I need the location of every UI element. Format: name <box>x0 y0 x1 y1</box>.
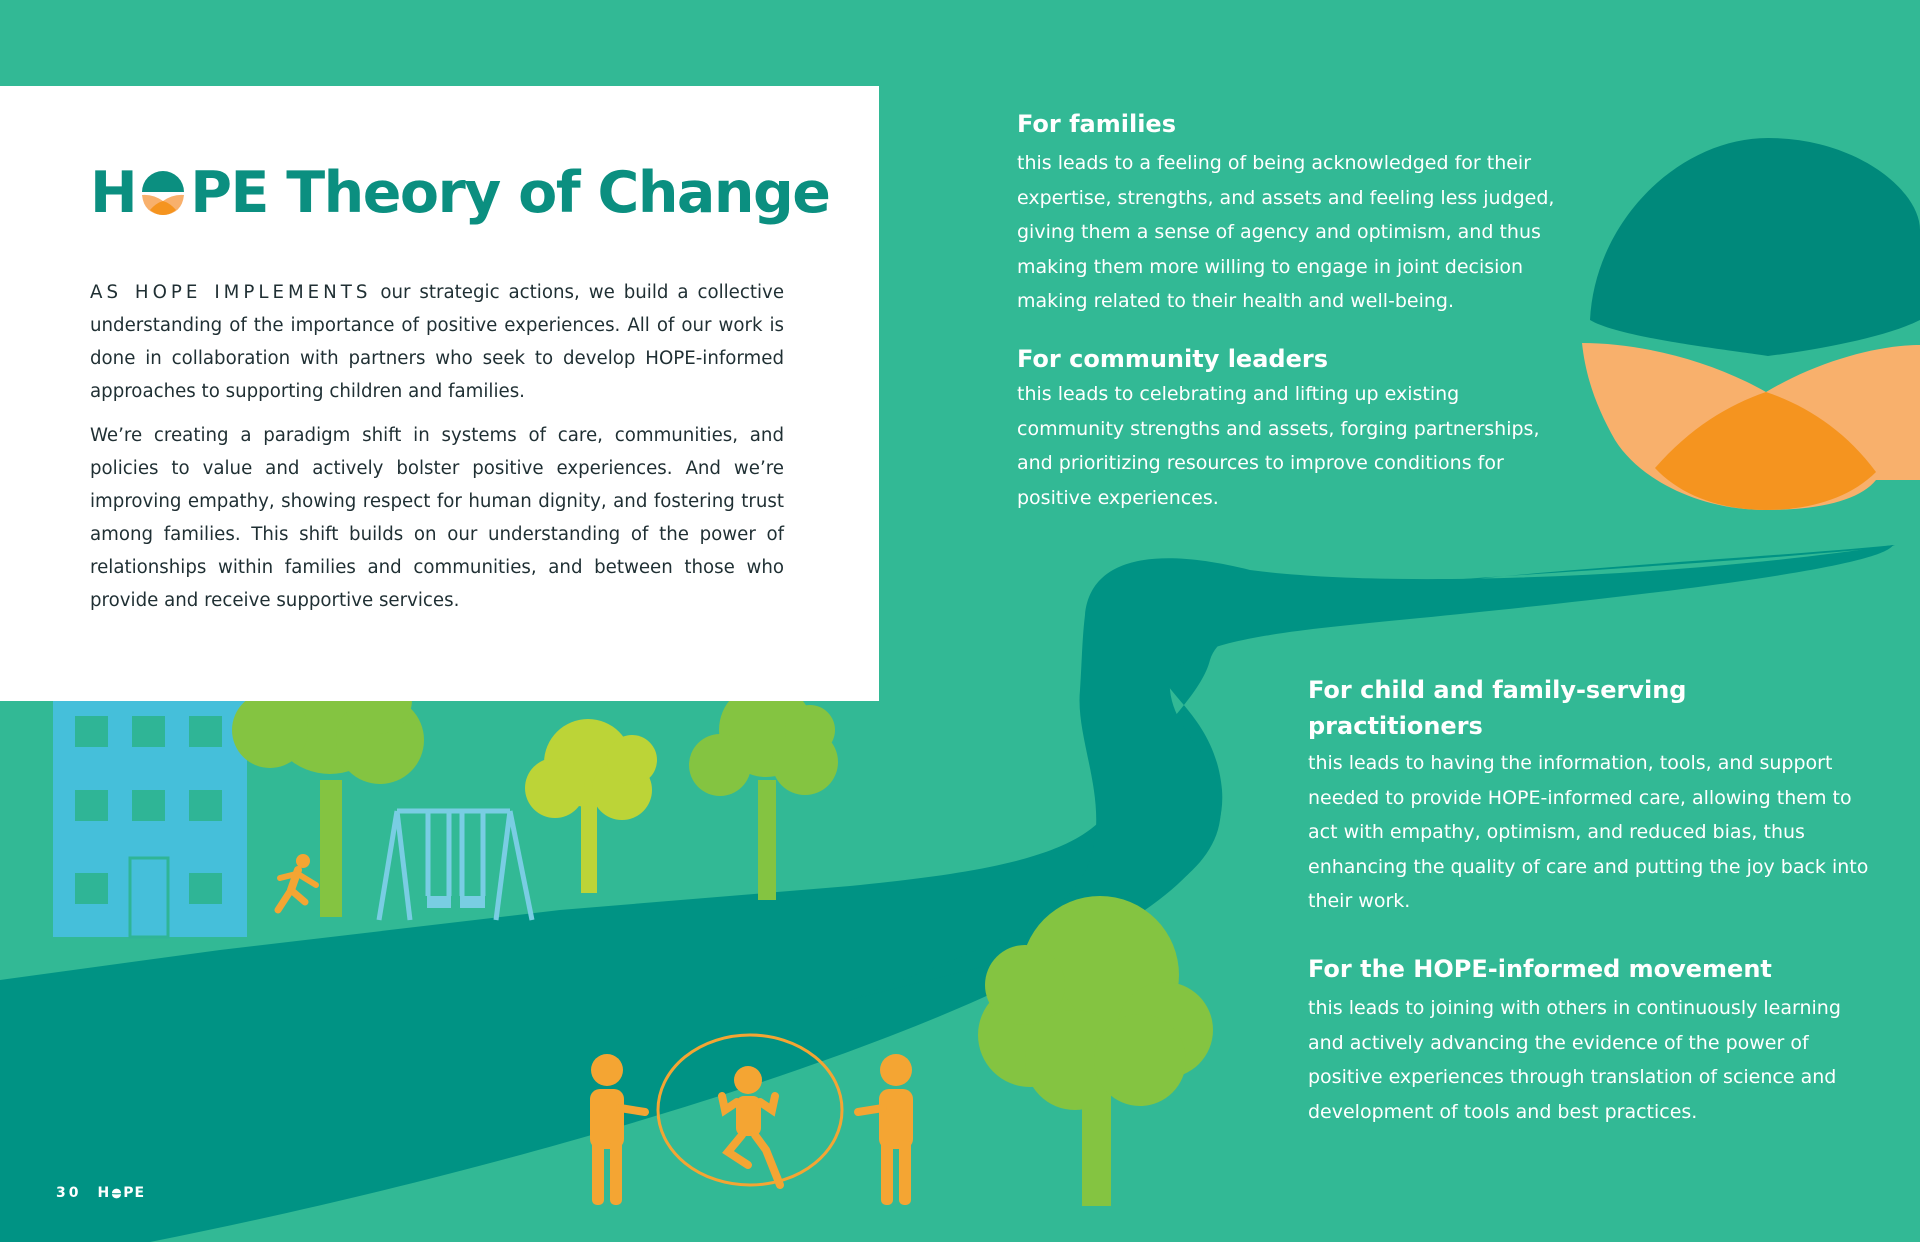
footer-logo-pe: PE <box>123 1185 146 1201</box>
footer-logo <box>97 1185 145 1201</box>
practitioners-heading: For child and family-serving practitioners <box>1308 676 1687 740</box>
hope-sun-logo-icon <box>111 1188 122 1199</box>
tree-middle <box>525 719 657 893</box>
footer-logo-h: H <box>97 1185 111 1201</box>
community-leaders-heading: For community leaders <box>1017 345 1328 373</box>
page-number: 30 <box>56 1185 82 1201</box>
title-rest: Theory of Change <box>286 160 830 226</box>
families-heading: For families <box>1017 110 1176 138</box>
running-child-icon <box>278 854 316 910</box>
hope-sun-logo-icon <box>1582 138 1920 510</box>
hope-logotype <box>90 160 268 226</box>
intro-lead: AS HOPE IMPLEMENTS <box>90 282 372 303</box>
swing-set-icon <box>379 811 532 920</box>
intro-p1-text: our strategic actions, we build a collective understanding of the importance of positive experiences. All of our work is done in collaboration with partners who seek to develop HOPE-informed approaches to supporting children and families. <box>90 282 785 402</box>
hope-sun-logo-icon <box>138 168 188 218</box>
page-footer <box>56 1185 145 1201</box>
community-leaders-body: this leads to celebrating and lifting up existing community strengths and assets, forging partnerships, and prioritizing resources to improve conditions for positive experiences. <box>1017 383 1540 509</box>
practitioners-body: this leads to having the information, tools, and support needed to provide HOPE-informed care, allowing them to act with empathy, optimism, and reduced bias, thus enhancing the quality of care and putting the joy back into their work. <box>1308 752 1869 912</box>
apartment-building-icon <box>53 673 247 937</box>
intro-paragraph-1 <box>90 276 784 408</box>
title-brand-h: H <box>90 160 137 226</box>
movement-heading: For the HOPE-informed movement <box>1308 955 1772 983</box>
movement-body: this leads to joining with others in continuously learning and actively advancing the evidence of the power of positive experiences through translation of science and development of tools and best practices. <box>1308 997 1841 1123</box>
intro-paragraph-2: We’re creating a paradigm shift in systems of care, communities, and policies to value and actively bolster positive experiences. And we’re improving empathy, showing respect for human dignity, and fostering trust among families. This shift builds on our understanding of the power of relationships within families and communities, and between those who provide and receive supportive services. <box>90 425 784 611</box>
tree-right <box>689 683 838 900</box>
title-brand-pe: PE <box>190 160 268 226</box>
families-body: this leads to a feeling of being acknowledged for their expertise, strengths, and assets and feeling less judged, giving them a sense of agency and optimism, and thus making them more willing to engage in joint decision making related to their health and well-being. <box>1017 152 1555 312</box>
page-title <box>90 160 829 226</box>
